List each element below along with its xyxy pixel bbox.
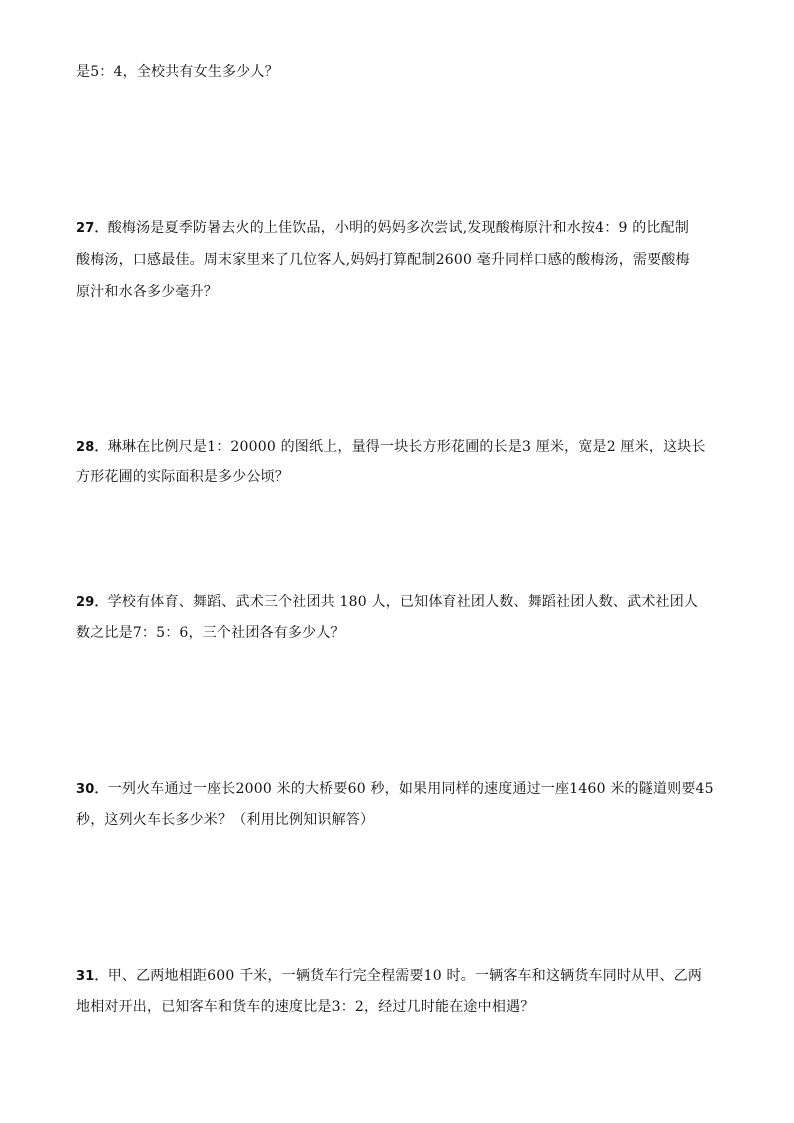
question-29-line-2	[76, 623, 726, 643]
question-28-line-2	[76, 467, 726, 487]
question-29-line-1	[76, 592, 726, 613]
question-text: 地相对开出，已知客车和货车的速度比是3：2，经过几时能在途中相遇？	[76, 999, 535, 1015]
question-28-line-1	[76, 437, 726, 458]
question-number: 29．	[76, 595, 108, 610]
question-27-line-2	[76, 250, 726, 270]
question-text: 酸梅汤，口感最佳。周末家里来了几位客人,妈妈打算配制2600 毫升同样口感的酸梅汤，需要酸梅	[76, 252, 690, 268]
question-text: 琳琳在比例尺是1：20000 的图纸上，量得一块长方形花圃的长是3 厘米，宽是2 厘米，这块长	[107, 439, 706, 455]
question-30-line-1	[76, 779, 726, 800]
intro-text: 是5：4，全校共有女生多少人？	[76, 64, 279, 80]
question-number: 28．	[76, 440, 108, 455]
question-text: 数之比是7：5：6，三个社团各有多少人？	[76, 625, 345, 641]
question-31-line-1	[76, 966, 726, 987]
question-31-line-2	[76, 997, 726, 1017]
intro-line	[76, 62, 726, 82]
question-number: 30．	[76, 782, 108, 797]
question-text: 甲、乙两地相距600 千米，一辆货车行完全程需要10 时。一辆客车和这辆货车同时从甲、乙两	[107, 968, 703, 984]
question-text: 原汁和水各多少毫升？	[76, 284, 218, 300]
question-text: 秒，这列火车长多少米？（利用比例知识解答）	[76, 812, 375, 828]
question-text: 学校有体育、舞蹈、武术三个社团共 180 人，已知体育社团人数、舞蹈社团人数、武术社团人	[107, 594, 699, 610]
question-27-line-3	[76, 282, 726, 302]
question-number: 27．	[76, 221, 108, 236]
question-30-line-2	[76, 810, 726, 830]
question-text: 方形花圃的实际面积是多少公顷？	[76, 469, 289, 485]
question-text: 一列火车通过一座长2000 米的大桥要60 秒，如果用同样的速度通过一座1460 米的隧道则要45	[107, 781, 714, 797]
question-number: 31．	[76, 969, 108, 984]
question-27-line-1	[76, 218, 726, 239]
question-text: 酸梅汤是夏季防暑去火的上佳饮品，小明的妈妈多次尝试,发现酸梅原汁和水按4：9 的比配制	[107, 220, 690, 236]
